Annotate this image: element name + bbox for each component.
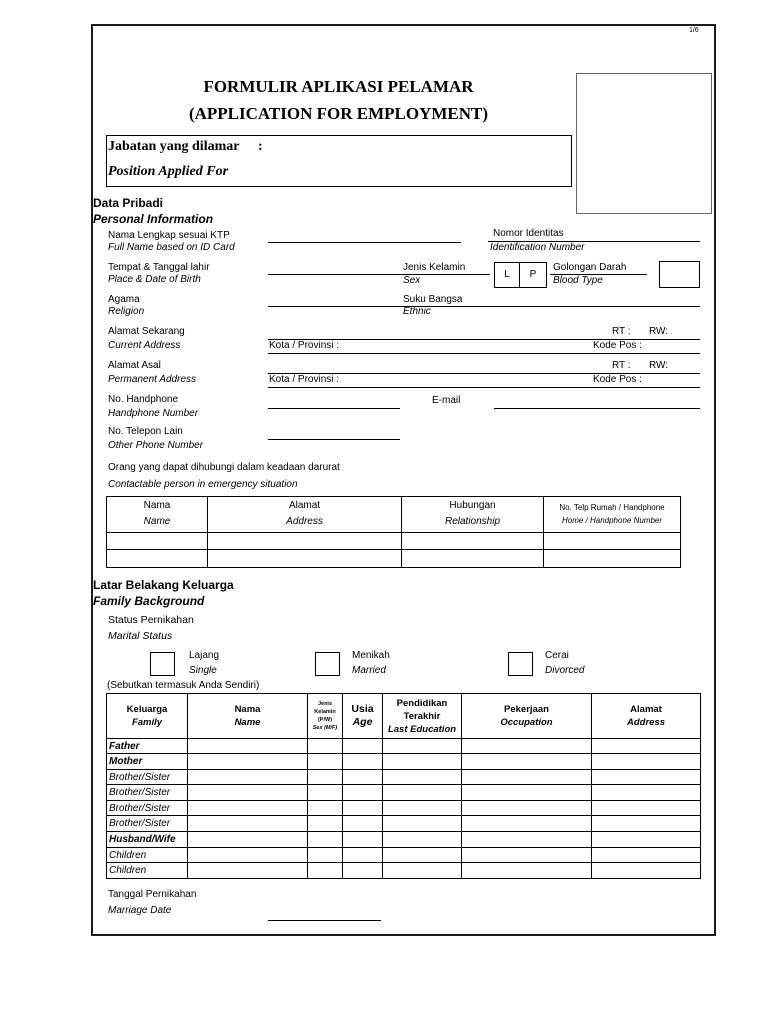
column-header-education: [383, 694, 462, 739]
column-header-relationship: [402, 497, 544, 533]
family-education-cell: [383, 770, 462, 785]
family-row-sibling: [107, 816, 701, 832]
family-row-father: [107, 739, 701, 754]
column-header-sex-text: [310, 700, 340, 732]
blood-type-label-en: Blood Type: [553, 275, 603, 286]
column-header-family: [107, 694, 188, 739]
handphone-label-id: No. Handphone: [108, 394, 179, 405]
id-number-label-id: Nomor Identitas: [493, 228, 564, 239]
column-header-label-id: Nama: [234, 704, 261, 715]
emergency-name-cell: [107, 533, 208, 550]
family-background-heading-en: Family Background: [93, 594, 205, 608]
form-title-line2: (APPLICATION FOR EMPLOYMENT): [188, 104, 489, 123]
family-member-label: Brother/Sister: [107, 785, 188, 801]
family-sex-cell: [308, 816, 343, 832]
family-sex-cell: [308, 863, 343, 879]
family-member-label: Children: [107, 848, 188, 863]
column-header-label-id: Hubungan: [449, 500, 496, 511]
permanent-address-rw: RW:: [649, 360, 669, 371]
column-header-label-en: Home / Handphone Number: [561, 516, 663, 525]
marital-option-married-en: Married: [352, 665, 386, 676]
column-header-label-id: Nama: [143, 500, 171, 511]
family-sex-cell: [308, 801, 343, 816]
family-occupation-cell: [462, 801, 592, 816]
family-member-label: Husband/Wife: [107, 832, 188, 848]
family-name-cell: [188, 739, 308, 754]
emergency-contact-table: [106, 496, 681, 568]
permanent-address-city: Kota / Provinsi :: [269, 374, 340, 385]
family-age-cell: [343, 785, 383, 801]
family-address-cell: [592, 848, 701, 863]
position-applied-label-id: Jabatan yang dilamar: [108, 139, 240, 154]
family-education-cell: [383, 801, 462, 816]
full-name-label-id: Nama Lengkap sesuai KTP: [108, 230, 230, 241]
current-address-rw: RW:: [649, 326, 669, 337]
family-occupation-cell: [462, 785, 592, 801]
sex-label-id: Jenis Kelamin: [403, 262, 466, 273]
column-header-label-en: Name: [143, 516, 171, 527]
religion-label-en: Religion: [108, 306, 145, 317]
emergency-contact-label-en: Contactable person in emergency situation: [108, 479, 298, 490]
column-header-label-id: No. Telp Rumah / Handphone: [559, 503, 665, 512]
sex-label-en: Sex: [403, 275, 421, 286]
permanent-address-rt: RT :: [612, 360, 631, 371]
column-header-label-en: Last Education: [387, 723, 457, 735]
checkbox-divorced: [508, 652, 533, 676]
family-age-cell: [343, 770, 383, 785]
emergency-address-cell: [208, 533, 402, 550]
column-header-label-en: Relationship: [444, 516, 501, 527]
family-age-cell: [343, 848, 383, 863]
email-line: [494, 408, 700, 409]
marital-status-label-en: Marital Status: [108, 630, 173, 642]
column-header-label-id: Usia: [351, 703, 374, 715]
family-row-sibling: [107, 770, 701, 785]
permanent-address-postal: Kode Pos :: [593, 374, 642, 385]
form-title-line1: FORMULIR APLIKASI PELAMAR: [203, 77, 474, 96]
full-name-label-en: Full Name based on ID Card: [108, 242, 235, 253]
column-header-name: [188, 694, 308, 739]
marriage-date-label-en: Marriage Date: [108, 905, 172, 916]
permanent-address-label-id: Alamat Asal: [108, 360, 161, 371]
marriage-date-line: [268, 920, 381, 921]
family-name-cell: [188, 785, 308, 801]
ethnic-label-id: Suku Bangsa: [403, 294, 463, 305]
family-address-cell: [592, 754, 701, 770]
current-address-postal: Kode Pos :: [593, 340, 642, 351]
marital-option-married-id: Menikah: [352, 650, 390, 661]
emergency-relationship-cell: [402, 550, 544, 568]
birth-label-en: Place & Date of Birth: [108, 274, 201, 285]
birth-label-id: Tempat & Tanggal lahir: [108, 262, 210, 273]
blood-type-box: [659, 261, 700, 288]
other-phone-label-en: Other Phone Number: [108, 440, 204, 451]
emergency-phone-cell: [544, 550, 681, 568]
column-header-phone: [544, 497, 681, 533]
family-age-cell: [343, 832, 383, 848]
emergency-contact-label-id: Orang yang dapat dihubungi dalam keadaan darurat: [108, 462, 340, 473]
permanent-address-city-line: [268, 387, 700, 388]
family-member-label: Brother/Sister: [107, 801, 188, 816]
column-header-label-en: Age: [352, 716, 373, 728]
marital-option-divorced-id: Cerai: [545, 650, 569, 661]
current-address-city: Kota / Provinsi :: [269, 340, 340, 351]
full-name-line: [268, 242, 461, 243]
current-address-rt: RT :: [612, 326, 631, 337]
ethnic-label-en: Ethnic: [403, 306, 431, 317]
family-name-cell: [188, 801, 308, 816]
column-header-label-en: Sex (M/F): [312, 725, 338, 731]
family-education-cell: [383, 863, 462, 879]
family-sex-cell: [308, 739, 343, 754]
table-header-row: [107, 694, 701, 739]
sex-option-female: P: [529, 269, 537, 280]
column-header-label-id: Alamat: [288, 500, 321, 511]
family-sex-cell: [308, 770, 343, 785]
family-age-cell: [343, 816, 383, 832]
permanent-address-label-en: Permanent Address: [108, 374, 197, 385]
position-applied-label-en: Position Applied For: [108, 164, 229, 179]
personal-info-heading-id: Data Pribadi: [93, 196, 164, 210]
column-header-label-id: Pendidikan Terakhir: [396, 697, 448, 722]
checkbox-married: [315, 652, 340, 676]
family-address-cell: [592, 785, 701, 801]
column-header-age: [343, 694, 383, 739]
family-member-label: Brother/Sister: [107, 770, 188, 785]
family-age-cell: [343, 739, 383, 754]
family-row-sibling: [107, 801, 701, 816]
other-phone-label-id: No. Telepon Lain: [108, 426, 183, 437]
handphone-line: [268, 408, 400, 409]
family-education-cell: [383, 816, 462, 832]
email-label: E-mail: [432, 395, 461, 406]
family-education-cell: [383, 754, 462, 770]
family-sex-cell: [308, 785, 343, 801]
marriage-date-label-id: Tanggal Pernikahan: [108, 889, 197, 900]
family-row-spouse: [107, 832, 701, 848]
family-occupation-cell: [462, 848, 592, 863]
column-header-label-en: Family: [131, 717, 163, 728]
emergency-relationship-cell: [402, 533, 544, 550]
family-education-cell: [383, 848, 462, 863]
family-address-cell: [592, 801, 701, 816]
family-member-label: Mother: [107, 754, 188, 770]
current-address-label-id: Alamat Sekarang: [108, 326, 185, 337]
column-header-label-en: Address: [626, 717, 665, 728]
emergency-name-cell: [107, 550, 208, 568]
family-education-cell: [383, 785, 462, 801]
emergency-address-cell: [208, 550, 402, 568]
column-header-sex: [308, 694, 343, 739]
column-header-label-en: Address: [286, 516, 323, 527]
id-number-label-en: Identification Number: [490, 242, 585, 253]
current-address-city-line: [268, 353, 700, 354]
family-sex-cell: [308, 832, 343, 848]
column-header-label-id: Jenis Kelamin (P/W): [314, 701, 336, 723]
family-member-label: Father: [107, 739, 188, 754]
family-note: (Sebutkan termasuk Anda Sendiri): [107, 680, 260, 691]
family-occupation-cell: [462, 832, 592, 848]
family-background-heading-id: Latar Belakang Keluarga: [93, 578, 234, 592]
family-age-cell: [343, 863, 383, 879]
family-address-cell: [592, 863, 701, 879]
family-name-cell: [188, 832, 308, 848]
marital-option-divorced-en: Divorced: [545, 665, 585, 676]
column-header-address: [592, 694, 701, 739]
family-member-label: Brother/Sister: [107, 816, 188, 832]
family-occupation-cell: [462, 770, 592, 785]
personal-info-heading-en: Personal Information: [93, 212, 214, 226]
emergency-phone-cell: [544, 533, 681, 550]
family-member-label: Children: [107, 863, 188, 879]
family-table: [106, 693, 701, 879]
page-number: 1/6: [689, 27, 699, 34]
column-header-label-id: Keluarga: [126, 704, 168, 715]
table-row: [107, 533, 681, 550]
sex-option-male: L: [495, 263, 520, 287]
family-age-cell: [343, 754, 383, 770]
column-header-name: [107, 497, 208, 533]
family-row-child: [107, 863, 701, 879]
family-education-cell: [383, 739, 462, 754]
column-header-label-id: Alamat: [630, 704, 662, 715]
family-address-cell: [592, 739, 701, 754]
family-name-cell: [188, 863, 308, 879]
family-occupation-cell: [462, 739, 592, 754]
table-row: [107, 550, 681, 568]
family-name-cell: [188, 770, 308, 785]
other-phone-line: [268, 439, 400, 440]
table-header-row: [107, 497, 681, 533]
column-header-label-en: Occupation: [500, 717, 553, 728]
column-header-label-id: Pekerjaan: [504, 704, 549, 715]
family-occupation-cell: [462, 863, 592, 879]
handphone-label-en: Handphone Number: [108, 408, 199, 419]
religion-line: [268, 306, 700, 307]
family-education-cell: [383, 832, 462, 848]
marital-option-single-id: Lajang: [189, 650, 220, 661]
family-address-cell: [592, 770, 701, 785]
position-applied-colon: :: [258, 139, 263, 154]
family-name-cell: [188, 848, 308, 863]
column-header-occupation: [462, 694, 592, 739]
religion-label-id: Agama: [108, 294, 140, 305]
family-sex-cell: [308, 848, 343, 863]
family-age-cell: [343, 801, 383, 816]
family-occupation-cell: [462, 816, 592, 832]
family-name-cell: [188, 754, 308, 770]
family-name-cell: [188, 816, 308, 832]
current-address-label-en: Current Address: [108, 340, 181, 351]
birth-line: [268, 274, 490, 275]
column-header-address: [208, 497, 402, 533]
blood-type-label-id: Golongan Darah: [553, 262, 627, 273]
family-address-cell: [592, 832, 701, 848]
family-row-mother: [107, 754, 701, 770]
family-occupation-cell: [462, 754, 592, 770]
family-address-cell: [592, 816, 701, 832]
sex-option-box: [494, 262, 547, 288]
marital-option-single-en: Single: [189, 665, 217, 676]
marital-status-label-id: Status Pernikahan: [108, 614, 194, 626]
family-row-child: [107, 848, 701, 863]
family-row-sibling: [107, 785, 701, 801]
checkbox-single: [150, 652, 175, 676]
family-sex-cell: [308, 754, 343, 770]
column-header-label-en: Name: [234, 717, 261, 728]
photo-box: [576, 73, 712, 214]
